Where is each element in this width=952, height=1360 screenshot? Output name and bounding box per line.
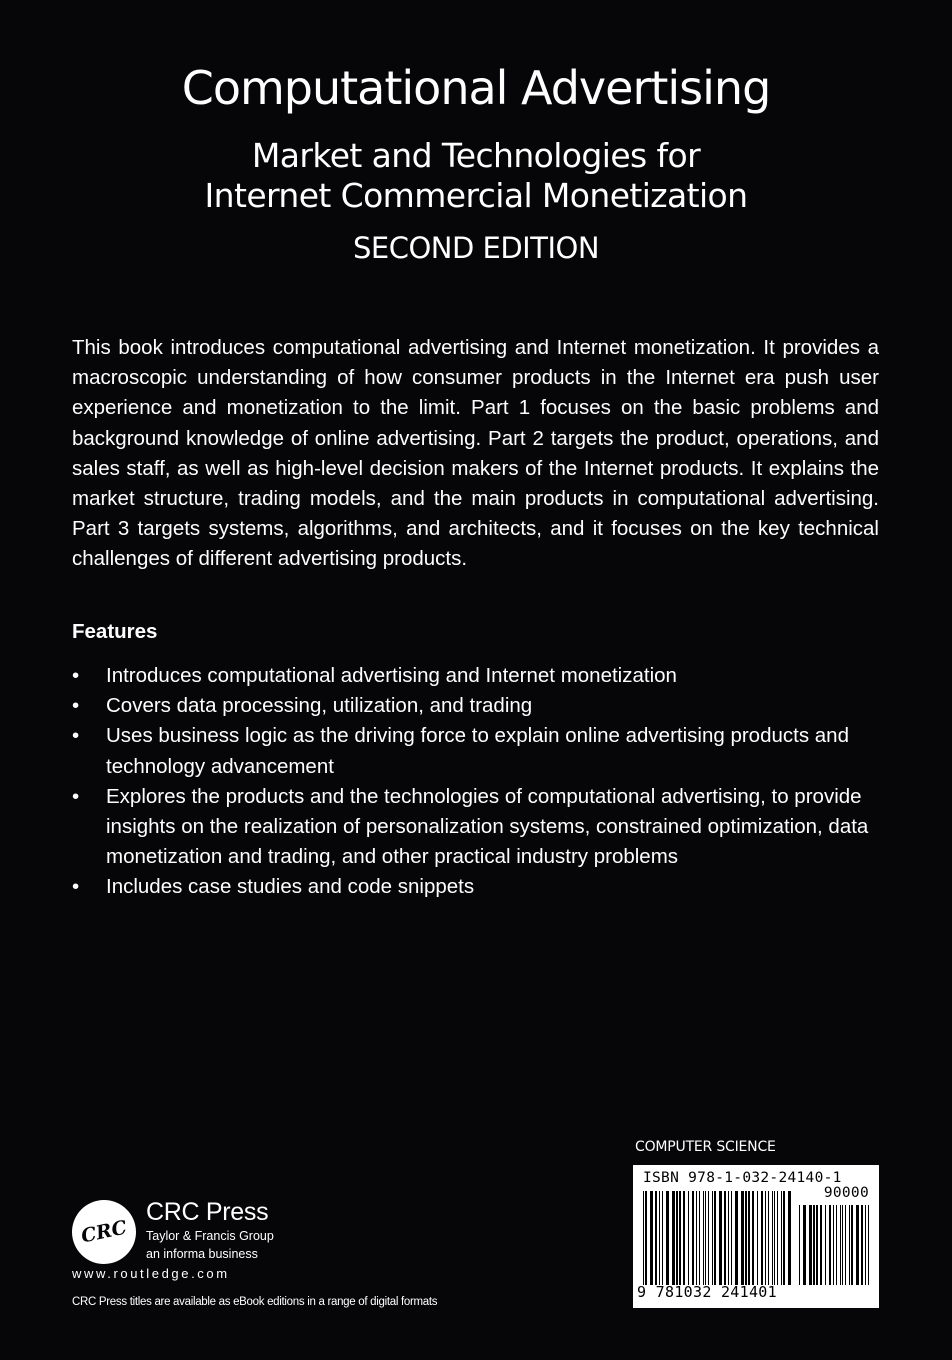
barcode-bar: [712, 1191, 713, 1285]
barcode-digits: 9 781032 241401: [637, 1283, 777, 1301]
subtitle-line-2: Internet Commercial Monetization: [204, 176, 748, 215]
feature-item: [72, 691, 872, 721]
barcode-bar: [836, 1205, 837, 1285]
bullet-icon: •: [72, 724, 80, 748]
barcode-bar: [849, 1205, 850, 1285]
feature-text: Introduces computational advertising and Internet monetization: [106, 664, 677, 687]
publisher-name: CRC Press: [146, 1198, 269, 1226]
barcode-bar: [741, 1191, 744, 1285]
barcode-bar: [683, 1191, 685, 1285]
feature-item: [72, 782, 872, 873]
barcode-bar: [699, 1191, 700, 1285]
feature-item: [72, 661, 872, 691]
barcode-bar: [728, 1191, 729, 1285]
barcode-bar: [708, 1191, 709, 1285]
feature-item: [72, 721, 872, 781]
barcode-bar: [752, 1191, 754, 1285]
barcode-bar: [748, 1191, 750, 1285]
barcode-bar: [813, 1205, 815, 1285]
price-code: 90000: [823, 1185, 869, 1201]
isbn-barcode: [633, 1165, 879, 1308]
barcode-bar: [703, 1191, 704, 1285]
barcode-bar: [757, 1191, 758, 1285]
publisher-website: www.routledge.com: [72, 1266, 230, 1281]
barcode-bar: [676, 1191, 678, 1285]
barcode-bar: [745, 1191, 747, 1285]
bullet-icon: •: [72, 784, 80, 808]
barcode-bar: [845, 1205, 846, 1285]
crc-logo: [66, 1194, 142, 1270]
barcode-bar: [840, 1205, 841, 1285]
features-list: [72, 661, 872, 903]
isbn-text: ISBN 978-1-032-24140-1: [643, 1170, 842, 1186]
barcode-bar: [856, 1205, 859, 1285]
barcode-bar: [781, 1191, 782, 1285]
publisher-parent: an informa business: [146, 1247, 258, 1261]
book-subtitle: [0, 136, 952, 216]
feature-text: Explores the products and the technologies of computational advertising, to provide insights on the realization of personalization systems, constrained optimization, data monetization and trading, and other practical industry problems: [106, 784, 869, 869]
barcode-bar: [714, 1191, 716, 1285]
barcode-bar: [783, 1191, 785, 1285]
barcode-bar: [799, 1205, 800, 1285]
barcode-bar: [666, 1191, 669, 1285]
barcode-bar: [820, 1205, 822, 1285]
barcode-bar: [868, 1205, 869, 1285]
category-label: COMPUTER SCIENCE: [635, 1139, 776, 1155]
barcode-bar: [662, 1191, 663, 1285]
feature-text: Covers data processing, utilization, and trading: [106, 694, 533, 718]
barcode-bar: [688, 1191, 689, 1285]
ebook-note: CRC Press titles are available as eBook editions in a range of digital formats: [72, 1296, 438, 1308]
barcode-bar: [659, 1191, 660, 1285]
barcode-bar: [842, 1205, 843, 1285]
barcode-bar: [692, 1191, 694, 1285]
publisher-group: Taylor & Francis Group: [146, 1229, 274, 1243]
feature-item: [72, 872, 872, 902]
barcode-bar: [643, 1191, 644, 1285]
barcode-bar: [774, 1191, 775, 1285]
bullet-icon: •: [72, 664, 80, 687]
book-description: This book introduces computational advertising and Internet monetization. It provides a macroscopic understanding of how consumer products in the Internet era push user experience and monetization to the limit. Part 1 focuses on the basic problems and background knowledge of online advertising. Part 2 targets the product, operations, and sales staff, as well as high-level decision makers of the Internet products. It explains the market structure, trading models, and the main products in computational advertising. Part 3 targets systems, algorithms, and architects, and it focuses on the key technical challenges of different advertising products.: [72, 336, 879, 571]
barcode-bar: [788, 1191, 791, 1285]
barcode-bar: [761, 1191, 763, 1285]
barcode-bar: [829, 1205, 831, 1285]
barcode-bar: [696, 1191, 697, 1285]
subtitle-line-1: Market and Technologies for: [251, 136, 701, 175]
barcode-bar: [650, 1191, 653, 1285]
barcode-bar: [731, 1191, 732, 1285]
barcode-bar: [735, 1191, 738, 1285]
edition-label: SECOND EDITION: [352, 231, 600, 265]
barcode-bar: [861, 1205, 863, 1285]
barcode-bar: [777, 1191, 778, 1285]
bullet-icon: •: [72, 875, 80, 899]
features-heading: Features: [72, 620, 158, 643]
barcode-bar: [765, 1191, 766, 1285]
barcode-bar: [772, 1191, 773, 1285]
barcode-bar: [705, 1191, 706, 1285]
title-block: [0, 58, 952, 268]
barcode-bar: [851, 1205, 853, 1285]
feature-text: Includes case studies and code snippets: [106, 875, 475, 899]
barcode-bar: [679, 1191, 681, 1285]
barcode-bar: [724, 1191, 726, 1285]
barcode-bar: [645, 1191, 647, 1285]
barcode-bar: [803, 1205, 806, 1285]
barcode-bar: [672, 1191, 675, 1285]
barcode-bar: [833, 1205, 834, 1285]
barcode-bar: [809, 1205, 812, 1285]
barcode-bar: [768, 1191, 769, 1285]
barcode-bar: [719, 1191, 722, 1285]
barcode-bar: [655, 1191, 657, 1285]
book-title: Computational Advertising: [181, 61, 771, 115]
barcode-bar: [865, 1205, 866, 1285]
crc-logo-text: CRC: [79, 1216, 129, 1248]
bullet-icon: •: [72, 694, 80, 718]
feature-text: Uses business logic as the driving force to explain online advertising products and technology advancement: [106, 724, 849, 778]
barcode-bar: [825, 1205, 826, 1285]
barcode-bar: [816, 1205, 818, 1285]
